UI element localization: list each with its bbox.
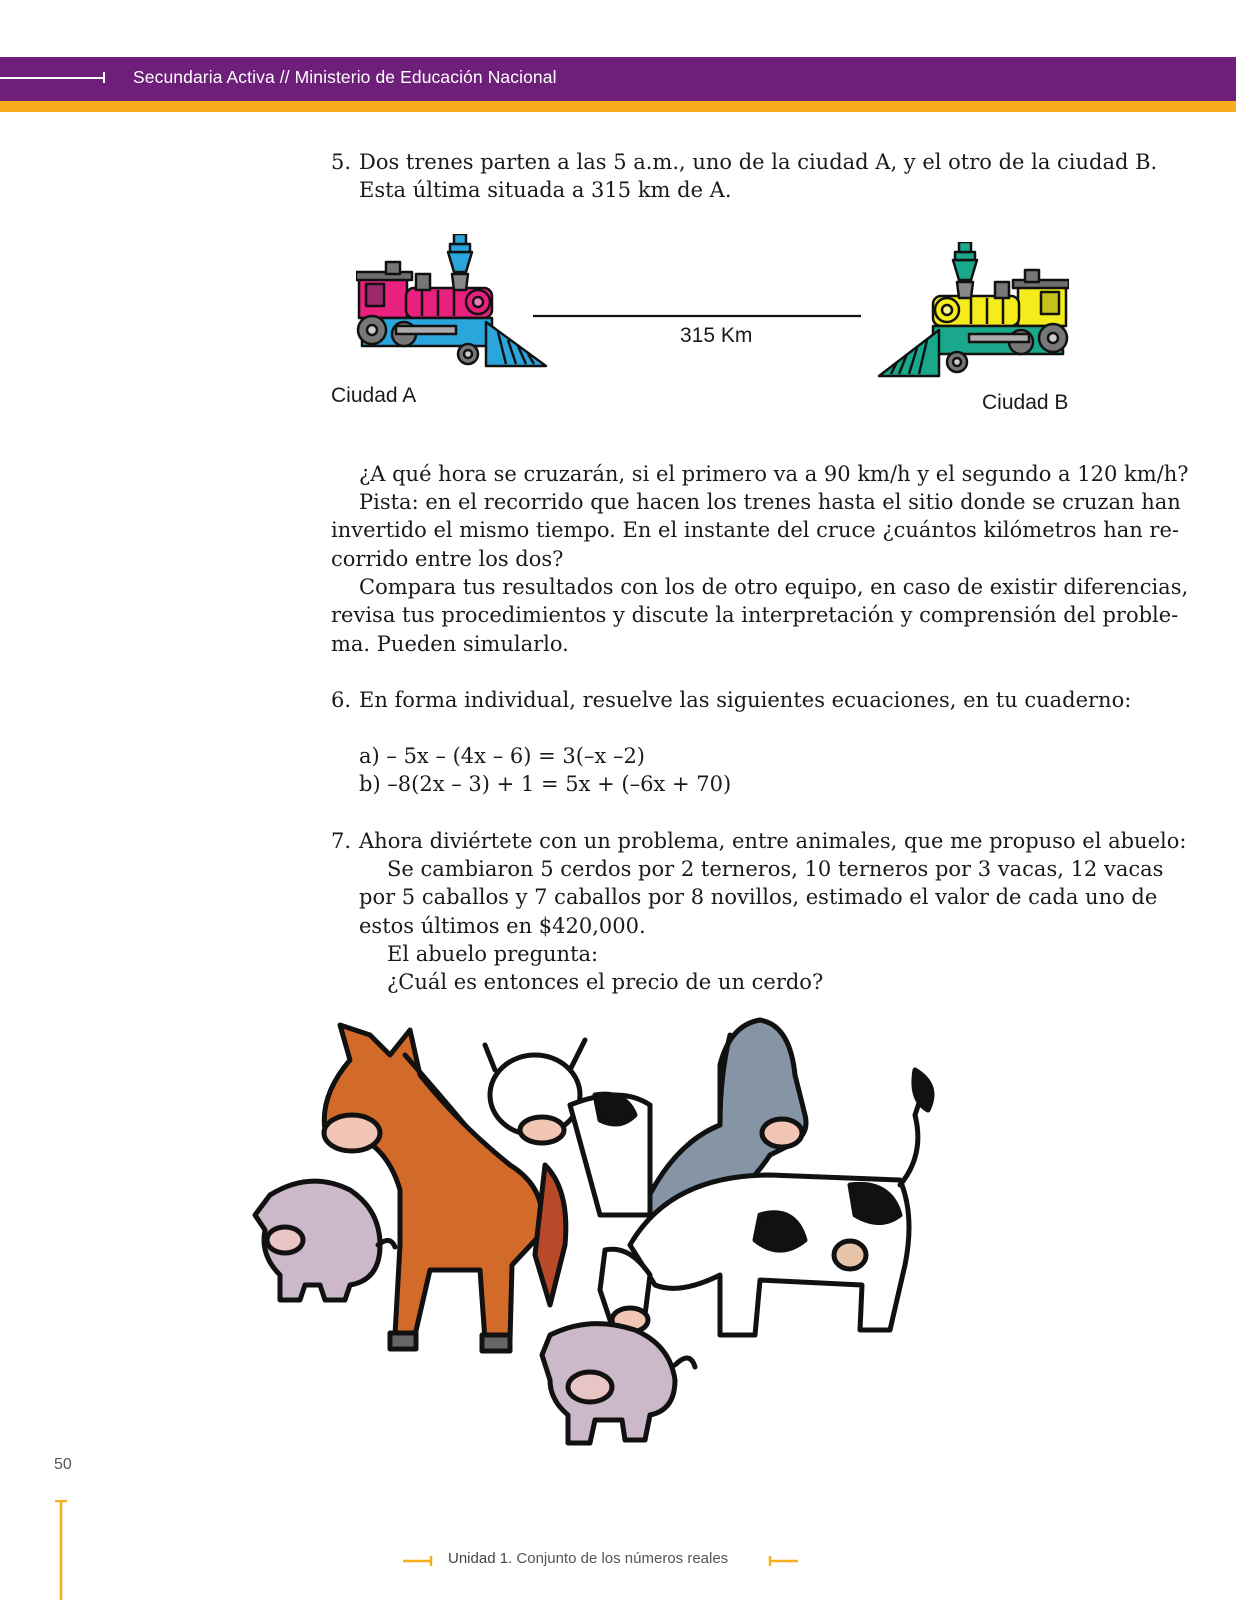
problem5-hint-line: Pista: en el recorrido que hacen los trenes hasta el sitio donde se cruzan han: [359, 490, 1181, 514]
train-b-illustration: [873, 242, 1069, 384]
page-number: 50: [54, 1456, 72, 1473]
problem7-question: ¿Cuál es entonces el precio de un cerdo?: [387, 970, 824, 994]
footer-unit: [448, 1550, 728, 1567]
distance-line: [533, 314, 861, 318]
problem7-number: 7.: [331, 829, 352, 853]
problem5-hint: [331, 488, 1181, 545]
problem7-paragraph: [359, 855, 1164, 912]
footer-rule-right: [768, 1555, 798, 1567]
problem5-number: 5.: [331, 150, 352, 174]
pig-icon: [255, 1181, 395, 1300]
problem5-hint-line: invertido el mismo tiempo. En el instante del cruce ¿cuántos kilómetros han re-: [331, 518, 1179, 543]
train-a-illustration: [356, 234, 552, 374]
problem5-line2: Esta última situada a 315 km de A.: [359, 178, 732, 202]
pig-icon: [542, 1324, 695, 1443]
header-rule: [0, 77, 104, 79]
problem5-compare-line: revisa tus procedimientos y discute la interpretación y comprensión del proble-: [331, 603, 1179, 628]
problem5-question: ¿A qué hora se cruzarán, si el primero va a 90 km/h y el segundo a 120 km/h?: [359, 462, 1189, 486]
footer-rule-left: [403, 1555, 433, 1567]
city-b-label: Ciudad B: [982, 391, 1069, 414]
equation-b: b) –8(2x – 3) + 1 = 5x + (–6x + 70): [359, 772, 732, 796]
farm-animals-illustration: [250, 1015, 970, 1475]
problem5-hint-end: corrido entre los dos?: [331, 547, 564, 571]
problem5-line1: Dos trenes parten a las 5 a.m., uno de la ciudad A, y el otro de la ciudad B.: [359, 150, 1158, 174]
problem7-paragraph-end: estos últimos en $420,000.: [359, 914, 646, 938]
problem7-line1: Ahora diviértete con un problema, entre animales, que me propuso el abuelo:: [359, 829, 1187, 853]
footer-unit-title: Conjunto de los números reales: [516, 1550, 729, 1567]
header-accent-stripe: [0, 101, 1236, 112]
footer-unit-label: Unidad 1.: [448, 1550, 513, 1567]
problem5-compare: [331, 573, 1189, 630]
distance-label: 315 Km: [680, 324, 753, 347]
problem5-compare-line: Compara tus resultados con los de otro equipo, en caso de existir diferencias,: [359, 575, 1189, 599]
problem6-number: 6.: [331, 688, 352, 712]
problem7-abuelo: El abuelo pregunta:: [387, 942, 599, 966]
header-title: Secundaria Activa // Ministerio de Educación Nacional: [133, 67, 557, 87]
header-rule-tick: [103, 72, 105, 83]
problem7-paragraph-line: por 5 caballos y 7 caballos por 8 novillos, estimado el valor de cada uno de: [359, 885, 1158, 910]
problem5-compare-end: ma. Pueden simularlo.: [331, 632, 569, 656]
problem6-text: En forma individual, resuelve las siguientes ecuaciones, en tu cuaderno:: [359, 688, 1132, 712]
equation-a: a) – 5x – (4x – 6) = 3(–x –2): [359, 744, 645, 768]
margin-rule: [54, 1500, 68, 1600]
city-a-label: Ciudad A: [331, 384, 417, 407]
problem7-paragraph-line: Se cambiaron 5 cerdos por 2 terneros, 10 terneros por 3 vacas, 12 vacas: [387, 857, 1164, 881]
